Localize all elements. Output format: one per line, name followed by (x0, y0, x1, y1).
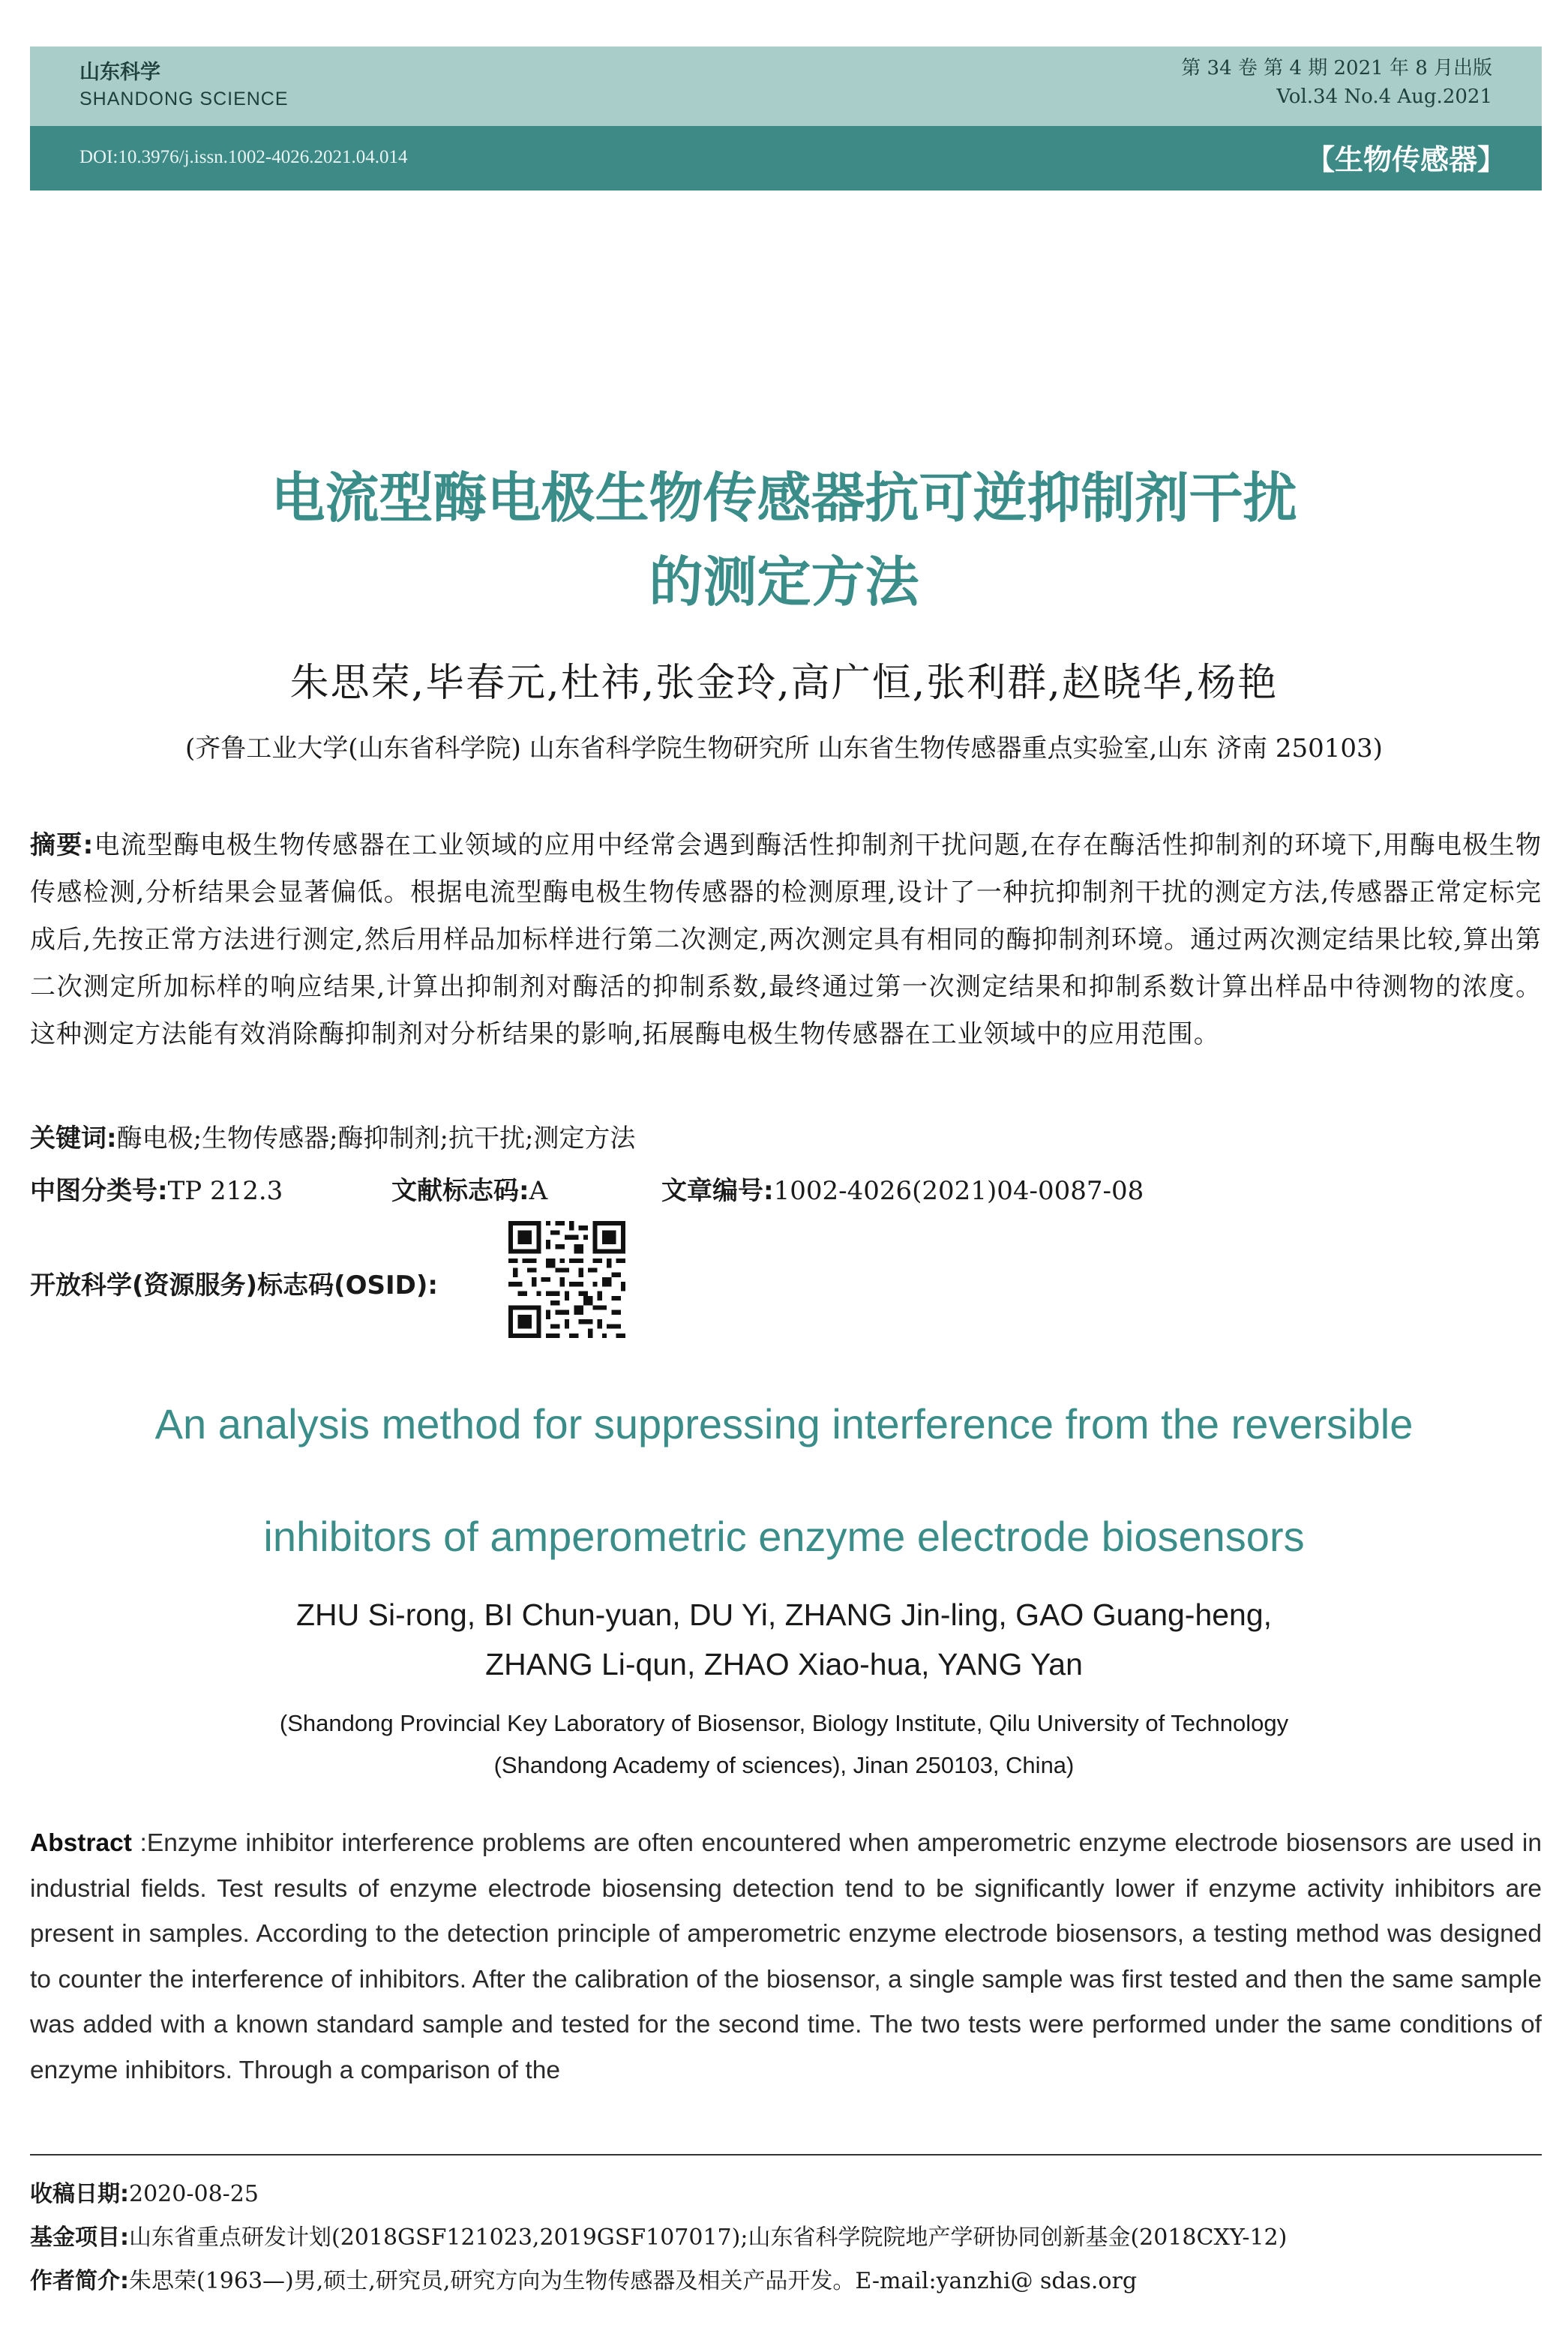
keywords-cn (30, 1118, 635, 1154)
funding (30, 2218, 1287, 2252)
article-number (661, 1170, 1144, 1207)
affiliation-en-line1: (Shandong Provincial Key Laboratory of Biosensor, Biology Institute, Qilu University of Technology (279, 1710, 1289, 1736)
title-en-line1: An analysis method for suppressing interference from the reversible (154, 1400, 1414, 1448)
title-cn-line2: 的测定方法 (649, 550, 919, 614)
article-number-value: 1002-4026(2021)04-0087-08 (773, 1176, 1144, 1206)
title-cn-line1: 电流型酶电极生物传感器抗可逆抑制剂干扰 (271, 466, 1297, 530)
article-number-label: 文章编号: (661, 1176, 774, 1206)
osid-label: 开放科学(资源服务)标志码(OSID): (30, 1270, 439, 1300)
clc-value: TP 212.3 (167, 1176, 283, 1206)
keywords-cn-text: 酶电极;生物传感器;酶抑制剂;抗干扰;测定方法 (116, 1124, 636, 1154)
footnote-divider (30, 2154, 1542, 2156)
document-code-value: A (529, 1176, 548, 1206)
clc-number (30, 1170, 283, 1207)
journal-name-cn: 山东科学 (79, 61, 160, 84)
affiliation-en-line2: (Shandong Academy of sciences), Jinan 250103, China) (493, 1752, 1075, 1778)
qr-code-icon[interactable] (508, 1221, 625, 1338)
issue-info-en: Vol.34 No.4 Aug.2021 (1276, 86, 1492, 108)
clc-label: 中图分类号: (30, 1176, 168, 1206)
abstract-cn-text: 电流型酶电极生物传感器在工业领域的应用中经常会遇到酶活性抑制剂干扰问题,在存在酶活性抑制剂的环境下,用酶电极生物传感检测,分析结果会显著偏低。根据电流型酶电极生物传感器的检测原理,设计了一种抗抑制剂干扰的测定方法,传感器正常定标完成后,先按正常方法进行测定,然后用样品加标样进行第二次测定,两次测定具有相同的酶抑制剂环境。通过两次测定结果比较,算出第二次测定所加标样的响应结果,计算出抑制剂对酶活的抑制系数,最终通过第一次测定结果和抑制系数计算出样品中待测物的浓度。这种测定方法能有效消除酶抑制剂对分析结果的影响,拓展酶电极生物传感器在工业领域中的应用范围。 (30, 830, 1542, 1049)
funding-label: 基金项目: (30, 2224, 129, 2251)
received-label: 收稿日期: (30, 2181, 129, 2207)
abstract-cn-label: 摘要: (30, 830, 94, 860)
title-en-line2: inhibitors of amperometric enzyme electrode biosensors (263, 1513, 1305, 1560)
journal-name-en: SHANDONG SCIENCE (79, 88, 289, 110)
doi-bar (30, 126, 1542, 190)
author-bio (30, 2262, 1137, 2295)
osid (30, 1264, 438, 1301)
issue-info-cn: 第 34 卷 第 4 期 2021 年 8 月出版 (1181, 57, 1492, 80)
author-bio-label: 作者简介: (30, 2268, 129, 2294)
document-code (391, 1170, 547, 1207)
authors-cn: 朱思荣,毕春元,杜祎,张金玲,高广恒,张利群,赵晓华,杨艳 (289, 661, 1279, 706)
authors-en-line1: ZHU Si-rong, BI Chun-yuan, DU Yi, ZHANG Jin-ling, GAO Guang-heng, (295, 1598, 1273, 1632)
document-code-label: 文献标志码: (391, 1176, 529, 1206)
authors-en-line2: ZHANG Li-qun, ZHAO Xiao-hua, YANG Yan (485, 1647, 1083, 1682)
author-bio-value: 朱思荣(1963—)男,硕士,研究员,研究方向为生物传感器及相关产品开发。E-mail:yanzhi@ sdas.org (129, 2268, 1138, 2294)
column-tag: 【生物传感器】 (1306, 142, 1506, 176)
received-date (30, 2175, 259, 2208)
affiliation-cn: (齐鲁工业大学(山东省科学院) 山东省科学院生物研究所 山东省生物传感器重点实验室,山东 济南 250103) (185, 734, 1383, 764)
keywords-cn-label: 关键词: (30, 1124, 117, 1154)
received-value: 2020-08-25 (129, 2181, 259, 2207)
abstract-en-text: :Enzyme inhibitor interference problems are often encountered when amperometric enzyme electrode biosensors are used in industrial fields. Test results of enzyme electrode biosensing detection tend to be significantly lower if enzyme activity inhibitors are present in samples. According to the detection principle of amperometric enzyme electrode biosensors, a testing method was designed to counter the interference of inhibitors. After the calibration of the biosensor, a single sample was first tested and then the same sample was added with a known standard sample and tested for the second time. The two tests were performed under the same conditions of enzyme inhibitors. Through a comparison of the (30, 1829, 1542, 2084)
journal-header (30, 46, 1542, 126)
doi: DOI:10.3976/j.issn.1002-4026.2021.04.014 (79, 147, 408, 167)
abstract-en (30, 1821, 1542, 2093)
abstract-cn (30, 822, 1542, 1058)
abstract-en-label: Abstract (30, 1829, 132, 1857)
funding-value: 山东省重点研发计划(2018GSF121023,2019GSF107017);山东省科学院院地产学研协同创新基金(2018CXY-12) (129, 2224, 1288, 2251)
